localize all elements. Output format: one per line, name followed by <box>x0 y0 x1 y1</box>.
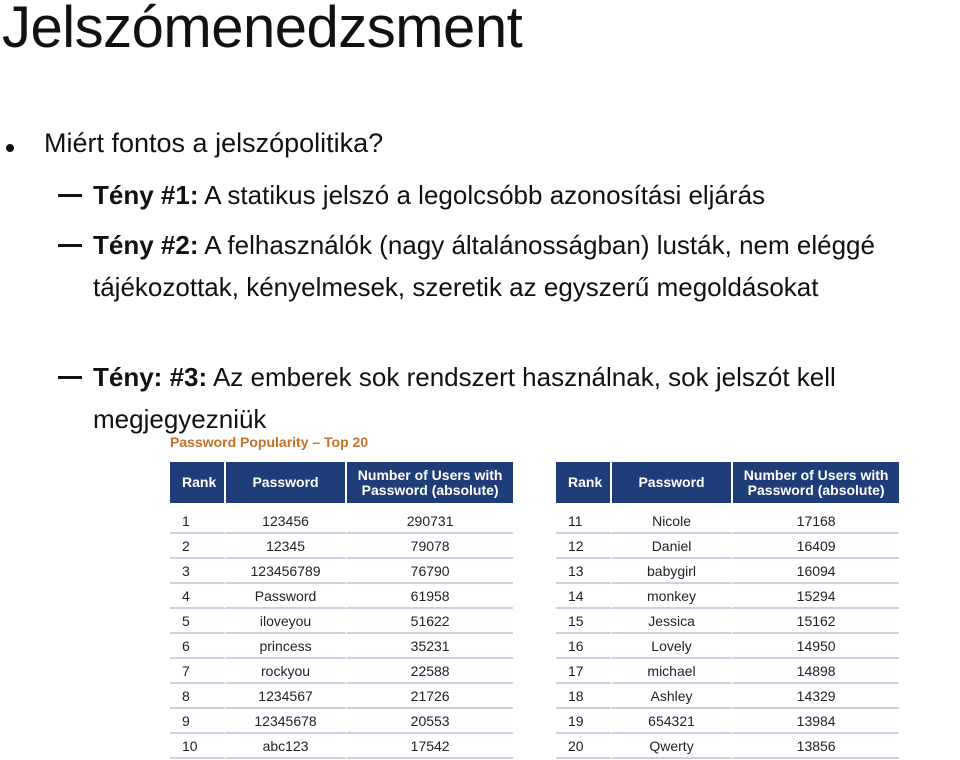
table-row <box>170 709 513 734</box>
table-header-row <box>556 462 899 503</box>
table-row <box>170 734 513 759</box>
cell-password: 1234567 <box>226 684 347 709</box>
cell-rank: 1 <box>170 503 226 534</box>
table-row <box>556 609 899 634</box>
cell-rank: 10 <box>170 734 226 759</box>
cell-users: 17542 <box>347 734 513 759</box>
cell-rank: 15 <box>556 609 612 634</box>
cell-password: Qwerty <box>612 734 733 759</box>
cell-password: 12345678 <box>226 709 347 734</box>
cell-rank: 13 <box>556 559 612 584</box>
cell-users: 51622 <box>347 609 513 634</box>
cell-users: 22588 <box>347 659 513 684</box>
header-rank: Rank <box>556 462 612 503</box>
fact-1-text: A statikus jelszó a legolcsóbb azonosítási eljárás <box>198 180 766 210</box>
table-row <box>170 584 513 609</box>
cell-rank: 6 <box>170 634 226 659</box>
cell-password: 123456 <box>226 503 347 534</box>
cell-password: princess <box>226 634 347 659</box>
cell-rank: 18 <box>556 684 612 709</box>
cell-password: monkey <box>612 584 733 609</box>
table-row <box>556 709 899 734</box>
password-table-right <box>556 462 899 759</box>
table-row <box>170 503 513 534</box>
table-row <box>170 634 513 659</box>
table-row <box>556 534 899 559</box>
table-row <box>556 684 899 709</box>
cell-password: 12345 <box>226 534 347 559</box>
cell-users: 290731 <box>347 503 513 534</box>
table-caption: Password Popularity – Top 20 <box>170 434 369 450</box>
table-row <box>170 559 513 584</box>
cell-rank: 4 <box>170 584 226 609</box>
cell-users: 20553 <box>347 709 513 734</box>
cell-users: 14898 <box>733 659 899 684</box>
cell-users: 21726 <box>347 684 513 709</box>
fact-3-text: Az emberek sok rendszert használnak, sok jelszót kell megjegyezniük <box>93 362 836 434</box>
cell-password: Lovely <box>612 634 733 659</box>
table-row <box>170 659 513 684</box>
cell-rank: 9 <box>170 709 226 734</box>
table-row <box>556 503 899 534</box>
password-table-left <box>170 462 513 759</box>
cell-rank: 8 <box>170 684 226 709</box>
cell-password: abc123 <box>226 734 347 759</box>
cell-password: Daniel <box>612 534 733 559</box>
cell-password: 654321 <box>612 709 733 734</box>
table-row <box>170 609 513 634</box>
cell-rank: 16 <box>556 634 612 659</box>
cell-users: 17168 <box>733 503 899 534</box>
header-users: Number of Users with Password (absolute) <box>347 462 513 503</box>
cell-users: 13984 <box>733 709 899 734</box>
dash-icon <box>58 376 82 379</box>
cell-rank: 17 <box>556 659 612 684</box>
dash-icon <box>58 194 82 197</box>
cell-rank: 11 <box>556 503 612 534</box>
header-password: Password <box>226 462 347 503</box>
cell-rank: 20 <box>556 734 612 759</box>
cell-password: babygirl <box>612 559 733 584</box>
cell-rank: 3 <box>170 559 226 584</box>
table-row <box>556 584 899 609</box>
cell-password: 123456789 <box>226 559 347 584</box>
fact-3-label: Tény: #3: <box>93 362 208 392</box>
cell-users: 16409 <box>733 534 899 559</box>
cell-password: Ashley <box>612 684 733 709</box>
cell-password: iloveyou <box>226 609 347 634</box>
bullet-dot-icon <box>6 144 14 152</box>
cell-rank: 5 <box>170 609 226 634</box>
table-row <box>170 684 513 709</box>
cell-users: 14950 <box>733 634 899 659</box>
cell-password: michael <box>612 659 733 684</box>
table-row <box>556 634 899 659</box>
cell-password: rockyou <box>226 659 347 684</box>
cell-users: 76790 <box>347 559 513 584</box>
cell-rank: 7 <box>170 659 226 684</box>
fact-1-label: Tény #1: <box>93 180 199 210</box>
fact-2-label: Tény #2: <box>93 230 199 260</box>
cell-users: 15162 <box>733 609 899 634</box>
dash-icon <box>58 244 82 247</box>
cell-users: 16094 <box>733 559 899 584</box>
cell-rank: 12 <box>556 534 612 559</box>
cell-password: Password <box>226 584 347 609</box>
cell-users: 61958 <box>347 584 513 609</box>
slide-title: Jelszómenedzsment <box>2 0 523 60</box>
table-row <box>556 659 899 684</box>
header-rank: Rank <box>170 462 226 503</box>
table-row <box>556 734 899 759</box>
table-row <box>170 534 513 559</box>
cell-rank: 14 <box>556 584 612 609</box>
table-row <box>556 559 899 584</box>
header-users: Number of Users with Password (absolute) <box>733 462 899 503</box>
cell-password: Jessica <box>612 609 733 634</box>
fact-2-text: A felhasználók (nagy általánosságban) lusták, nem eléggé tájékozottak, kényelmesek, szeretik az egyszerű megoldásokat <box>93 230 875 302</box>
cell-users: 35231 <box>347 634 513 659</box>
cell-users: 79078 <box>347 534 513 559</box>
table-header-row <box>170 462 513 503</box>
cell-users: 15294 <box>733 584 899 609</box>
cell-users: 13856 <box>733 734 899 759</box>
bullet-main-text: Miért fontos a jelszópolitika? <box>44 128 384 158</box>
cell-rank: 2 <box>170 534 226 559</box>
cell-password: Nicole <box>612 503 733 534</box>
cell-rank: 19 <box>556 709 612 734</box>
cell-users: 14329 <box>733 684 899 709</box>
header-password: Password <box>612 462 733 503</box>
